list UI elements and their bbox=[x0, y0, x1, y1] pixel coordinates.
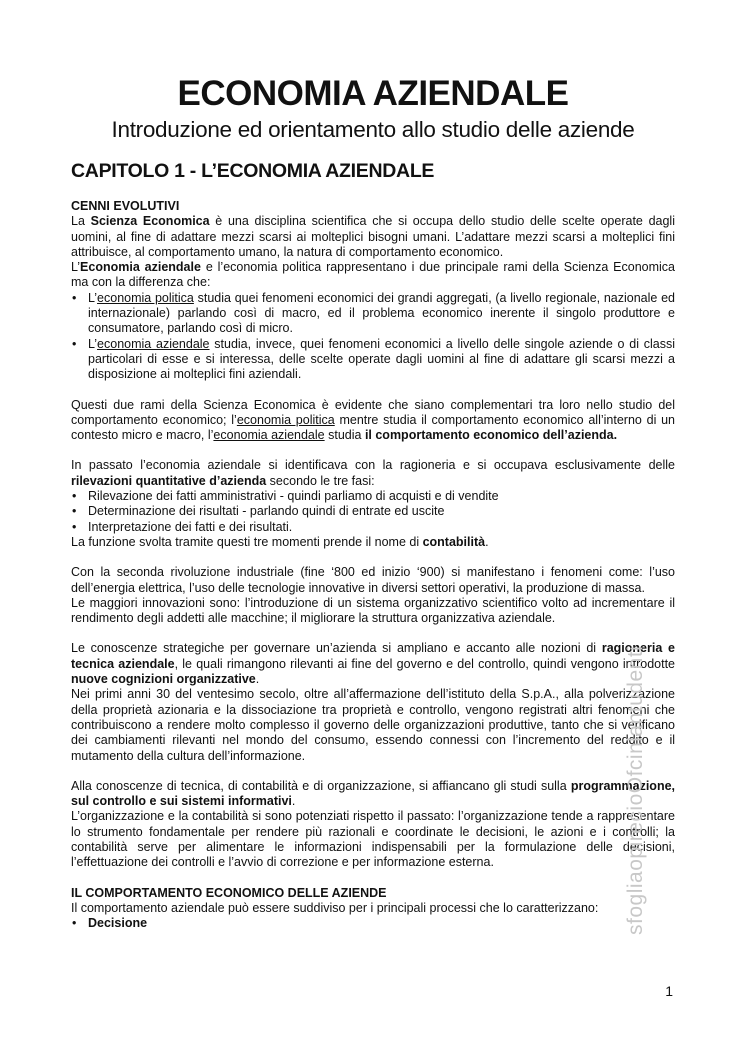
paragraph-innovazioni: Le maggiori innovazioni sono: l’introduzione di un sistema organizzativo scientifico volto ad incrementare il rendimento degli addetti alle macchine; il migliorare la struttura organizzativa aziendale. bbox=[71, 595, 675, 626]
list-item: • Determinazione dei risultati - parlando quindi di entrate ed uscite bbox=[71, 504, 675, 519]
list-item: • Decisione bbox=[71, 916, 675, 931]
page-number: 1 bbox=[665, 983, 673, 999]
watermark-text: sfogliaopirecioOfcinlantudenti bbox=[624, 645, 647, 935]
list-rami bbox=[71, 291, 675, 383]
paragraph-organizzazione: L’organizzazione e la contabilità si sono potenziati rispetto il passato: l’organizzazione tende a rappresentare lo strumento fondamentale per rendere più razionali e coordinate le decisioni, le azioni e i controlli; la contabilità serve per alimentare le informazioni indispensabili per la formulazione delle decisioni, l’effettuazione dei controlli e l’avvio di correzione e per informazione esterna. bbox=[71, 809, 675, 870]
paragraph-processi: Il comportamento aziendale può essere suddiviso per i principali processi che lo caratterizzano: bbox=[71, 900, 599, 915]
document-subtitle: Introduzione ed orientamento allo studio delle aziende bbox=[111, 117, 635, 142]
paragraph-contabilita: La funzione svolta tramite questi tre momenti prende il nome di contabilità. bbox=[71, 534, 489, 549]
section-heading-cenni: CENNI EVOLUTIVI bbox=[71, 199, 180, 213]
list-item: • Interpretazione dei fatti e dei risultati. bbox=[71, 520, 675, 535]
list-fasi bbox=[71, 489, 675, 535]
list-processi bbox=[71, 916, 675, 931]
list-item: • Rilevazione dei fatti amministrativi - quindi parliamo di acquisti e di vendite bbox=[71, 489, 675, 504]
chapter-heading: CAPITOLO 1 - L’ECONOMIA AZIENDALE bbox=[71, 160, 435, 182]
paragraph-complementari: Questi due rami della Scienza Economica è evidente che siano complementari tra loro nello studio del comportamento economico; l’economia politica mentre studia il comportamento economico all’interno di un contesto micro e macro, l’economia aziendale studia il comportamento economico dell’azienda. bbox=[71, 397, 675, 443]
paragraph-conoscenze: Le conoscenze strategiche per governare un’azienda si ampliano e accanto alle nozioni di ragioneria e tecnica aziendale, le quali rimangono rilevanti ai fine del governo e del controllo, quindi vengono introdotte nuove cognizioni organizzative. bbox=[71, 641, 675, 687]
paragraph-anni-30: Nei primi anni 30 del ventesimo secolo, oltre all’affermazione dell’istituto della S.p.A., alla polverizzazione della proprietà azionaria e la dissociazione tra proprietà e controllo, vengono registrati altri fenomeni che contribuiscono a rendere molto complesso il governo delle organizzazioni produttive, tanto che si verificano dei cambiamenti rilevanti nel mondo del consumo, essendo connessi con l’incremento del reddito e il mutamento della cultura dell’informazione. bbox=[71, 687, 675, 763]
section-heading-comportamento: IL COMPORTAMENTO ECONOMICO DELLE AZIENDE bbox=[71, 885, 387, 900]
paragraph-programmazione: Alla conoscenze di tecnica, di contabilità e di organizzazione, si affiancano gli studi sulla programmazione, sul controllo e sui sistemi informativi. bbox=[71, 778, 675, 809]
document-body bbox=[71, 199, 675, 931]
document-title: ECONOMIA AZIENDALE bbox=[177, 74, 569, 113]
paragraph-economia-aziendale: L’Economia aziendale e l’economia politica rappresentano i due principale rami della Scienza Economica ma con la differenza che: bbox=[71, 260, 675, 290]
list-item: • L’economia politica studia quei fenomeni economici dei grandi aggregati, (a livello regionale, nazionale ed internazionale) parlando così di macro, ed il problema economico inerente il singolo produttore e consumatore, parlando così di micro. bbox=[71, 291, 675, 337]
paragraph-ragioneria: In passato l’economia aziendale si identificava con la ragioneria e si occupava esclusivamente delle rilevazioni quantitative d’azienda secondo le tre fasi: bbox=[71, 458, 675, 488]
paragraph-scienza-economica: La Scienza Economica è una disciplina scientifica che si occupa dello studio delle scelte operate dagli uomini, al fine di adattare mezzi scarsi ai molteplici bisogni umani. L’adattare mezzi scarsi a molteplici fini attribuisce, al comportamento umano, la natura di comportamento economico. bbox=[71, 214, 675, 259]
list-item: • L’economia aziendale studia, invece, quei fenomeni economici a livello delle singole aziende o di classi particolari di esse e si interessa, delle scelte operate dagli uomini al fine di adattare gli scarsi mezzi a disposizione ai molteplici fini aziendali. bbox=[71, 337, 675, 383]
paragraph-rivoluzione: Con la seconda rivoluzione industriale (fine ‘800 ed inizio ‘900) si manifestano i fenomeni come: l’uso dell’energia elettrica, l’uso delle tecnologie innovative in diversi settori operativi, la produzione di massa. bbox=[71, 565, 675, 595]
